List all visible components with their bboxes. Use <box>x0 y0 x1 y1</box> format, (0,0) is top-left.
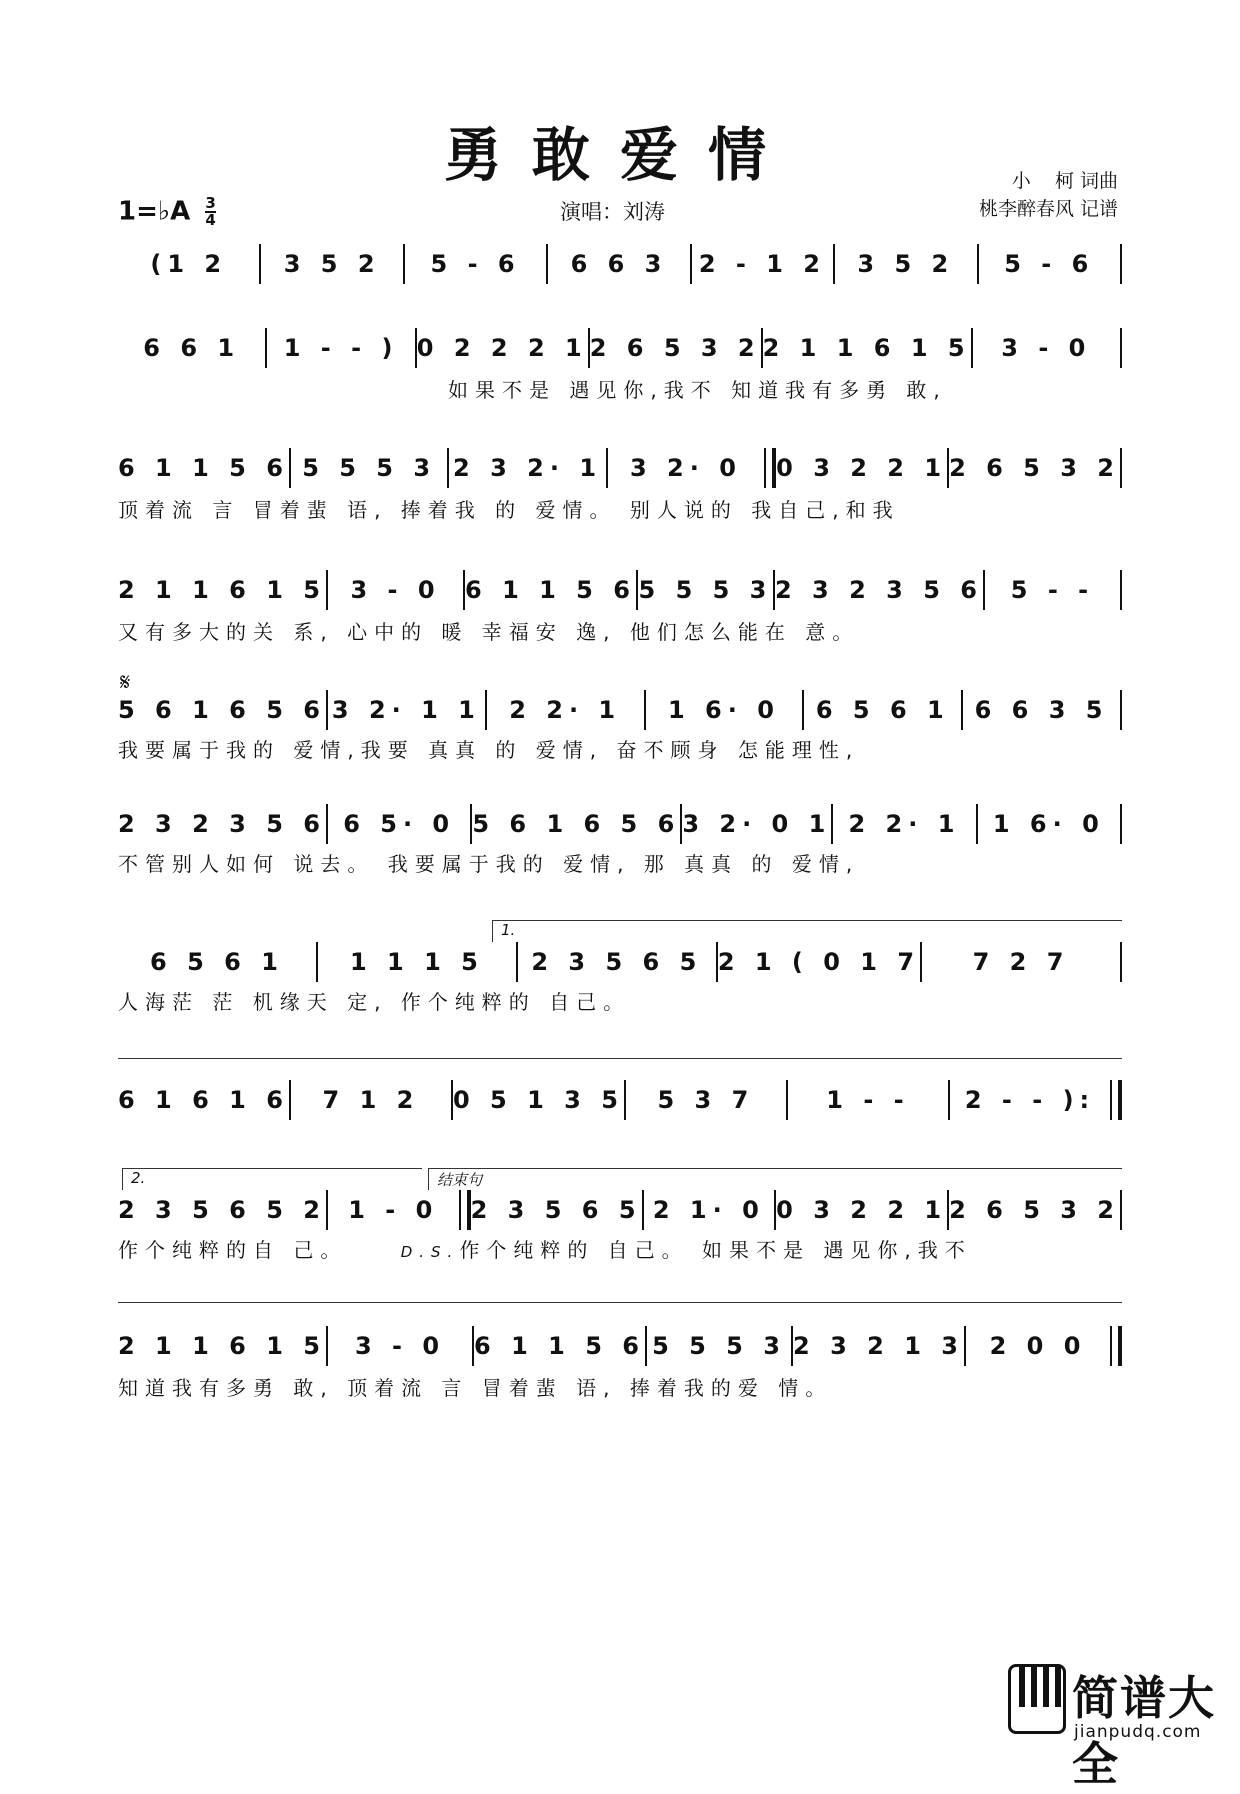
measure: 5 6 1 6 5 6 <box>472 810 681 838</box>
measure: 5 5 5 3 <box>302 454 437 482</box>
staff-line-5 <box>118 692 1122 728</box>
lyrics-line-9 <box>118 1234 1122 1263</box>
measure: 1 - 0 <box>348 1196 439 1224</box>
measure: 6 5· 0 <box>343 810 456 838</box>
measure: 2 3 5 6 5 2 <box>118 1196 326 1224</box>
measure: 3 2· 1 1 <box>331 696 481 724</box>
measure: 1 - - <box>826 1086 910 1114</box>
measure: 2 3 5 6 5 <box>470 1196 642 1224</box>
measure: 3 2· 0 1 <box>682 810 832 838</box>
measure: 2 1 1 6 1 5 <box>762 334 971 362</box>
time-bottom: 4 <box>205 211 216 229</box>
measure: 2 2· 1 <box>848 810 961 838</box>
measure: 2 2· 1 <box>509 696 622 724</box>
coda-continuation <box>118 1302 1122 1303</box>
measure: (1 2 <box>150 250 228 278</box>
volta-2: 2. <box>122 1168 422 1190</box>
site-logo[interactable] <box>1008 1660 1230 1791</box>
measure: 7 2 7 <box>972 948 1070 976</box>
measure: 1 1 1 5 <box>349 948 484 976</box>
lyrics-volta-2: 作个纯粹的自 己。 <box>118 1238 348 1262</box>
lyrics-line-4: 又有多大的关 系, 心中的 暖 幸福安 逸, 他们怎么能在 意。 <box>118 620 860 644</box>
logo-site: jianpudq.com <box>1074 1722 1202 1742</box>
measure: 5 - - <box>1010 576 1095 604</box>
credit-lyrics-music: 小 柯 词曲 <box>1011 170 1118 192</box>
measure: 3 - 0 <box>350 576 441 604</box>
key-signature <box>118 196 216 228</box>
time-signature <box>205 196 215 228</box>
measure: 0 2 2 2 1 <box>416 334 588 362</box>
measure: 2 6 5 3 2 <box>949 1196 1120 1224</box>
measure: 6 1 1 5 6 <box>465 576 636 604</box>
measure: 6 6 3 5 <box>974 696 1109 724</box>
measure: 3 - 0 <box>1001 334 1092 362</box>
measure: 0 3 2 2 1 <box>776 454 948 482</box>
staff-line-3 <box>118 450 1122 486</box>
measure: 5 5 5 3 <box>652 1332 786 1360</box>
lyrics-line-3: 顶着流 言 冒着蜚 语, 捧着我 的 爱情。 别人说的 我自己,和我 <box>118 498 900 522</box>
key: 1=♭A <box>118 196 191 227</box>
measure: 6 6 1 <box>143 334 241 362</box>
measure: 0 3 2 2 1 <box>776 1196 948 1224</box>
measure: 2 - - ): <box>964 1086 1096 1114</box>
piano-keys-icon <box>1008 1664 1066 1734</box>
credit-transcriber: 桃李醉春风 记谱 <box>978 198 1118 220</box>
lyrics-line-6: 不管别人如何 说去。 我要属于我的 爱情, 那 真真 的 爱情, <box>118 852 860 876</box>
measure: 1 - - ) <box>283 334 399 362</box>
staff-line-7 <box>118 944 1122 980</box>
measure: 2 1 ( 0 1 7 <box>717 948 921 976</box>
measure: 2 3 2 3 5 6 <box>774 576 983 604</box>
staff-line-4 <box>118 572 1122 608</box>
measure: 6 1 1 5 6 <box>474 1332 645 1360</box>
measure: 2 - 1 2 <box>698 250 826 278</box>
lyrics-line-2: 如果不是 遇见你,我不 知道我有多勇 敢, <box>448 378 947 402</box>
measure: 2 6 5 3 2 <box>949 454 1120 482</box>
measure: 3 5 2 <box>283 250 381 278</box>
measure: 3 5 2 <box>857 250 955 278</box>
lyrics-coda: 作个纯粹的 自己。 如果不是 遇见你,我不 <box>459 1238 972 1262</box>
measure: 2 3 2· 1 <box>453 454 603 482</box>
song-title: 勇敢爱情 <box>443 121 796 189</box>
singer: 演唱：刘涛 <box>560 200 665 224</box>
volta-1-continuation <box>118 1058 1122 1059</box>
coda-section-label: 结束句 <box>428 1168 1122 1190</box>
volta-1: 1. <box>492 920 1122 942</box>
measure: 2 1 1 6 1 5 <box>118 576 326 604</box>
staff-line-10 <box>118 1328 1122 1364</box>
measure: 2 0 0 <box>989 1332 1087 1360</box>
lyrics-line-10: 知道我有多勇 敢, 顶着流 言 冒着蜚 语, 捧着我的爱 情。 <box>118 1376 833 1400</box>
lyrics-line-7: 人海茫 茫 机缘天 定, 作个纯粹的 自己。 <box>118 990 631 1014</box>
measure: 6 5 6 1 <box>815 696 950 724</box>
staff-line-2 <box>118 330 1122 366</box>
measure: 6 6 3 <box>570 250 668 278</box>
ds-mark: D.S. <box>400 1243 460 1261</box>
staff-line-6 <box>118 806 1122 842</box>
measure: 2 6 5 3 2 <box>589 334 761 362</box>
measure: 2 3 2 3 5 6 <box>118 810 326 838</box>
measure: 5 - 6 <box>1004 250 1095 278</box>
measure: 5 6 1 6 5 6 <box>118 696 326 724</box>
measure: 7 1 2 <box>322 1086 420 1114</box>
staff-line-1 <box>118 246 1122 282</box>
logo-name: 简谱大全 <box>1072 1671 1216 1791</box>
staff-line-8 <box>118 1082 1122 1118</box>
measure: 2 3 5 6 5 <box>531 948 703 976</box>
measure: 0 5 1 3 5 <box>452 1086 624 1114</box>
measure: 2 3 2 1 3 <box>793 1332 964 1360</box>
measure: 5 - 6 <box>430 250 521 278</box>
time-top: 3 <box>205 194 216 212</box>
measure: 6 1 6 1 6 <box>118 1086 289 1114</box>
measure: 6 1 1 5 6 <box>118 454 289 482</box>
measure: 2 1 1 6 1 5 <box>118 1332 326 1360</box>
measure: 1 6· 0 <box>668 696 780 724</box>
measure: 5 3 7 <box>657 1086 755 1114</box>
measure: 5 5 5 3 <box>638 576 773 604</box>
measure: 1 6· 0 <box>992 810 1105 838</box>
measure: 3 - 0 <box>354 1332 446 1360</box>
measure: 3 2· 0 <box>629 454 742 482</box>
measure: 6 5 6 1 <box>150 948 284 976</box>
staff-line-9 <box>118 1192 1122 1228</box>
segno-mark: 𝄋 <box>120 668 131 696</box>
lyrics-line-5: 我要属于我的 爱情,我要 真真 的 爱情, 奋不顾身 怎能理性, <box>118 738 860 762</box>
measure: 2 1· 0 <box>652 1196 765 1224</box>
